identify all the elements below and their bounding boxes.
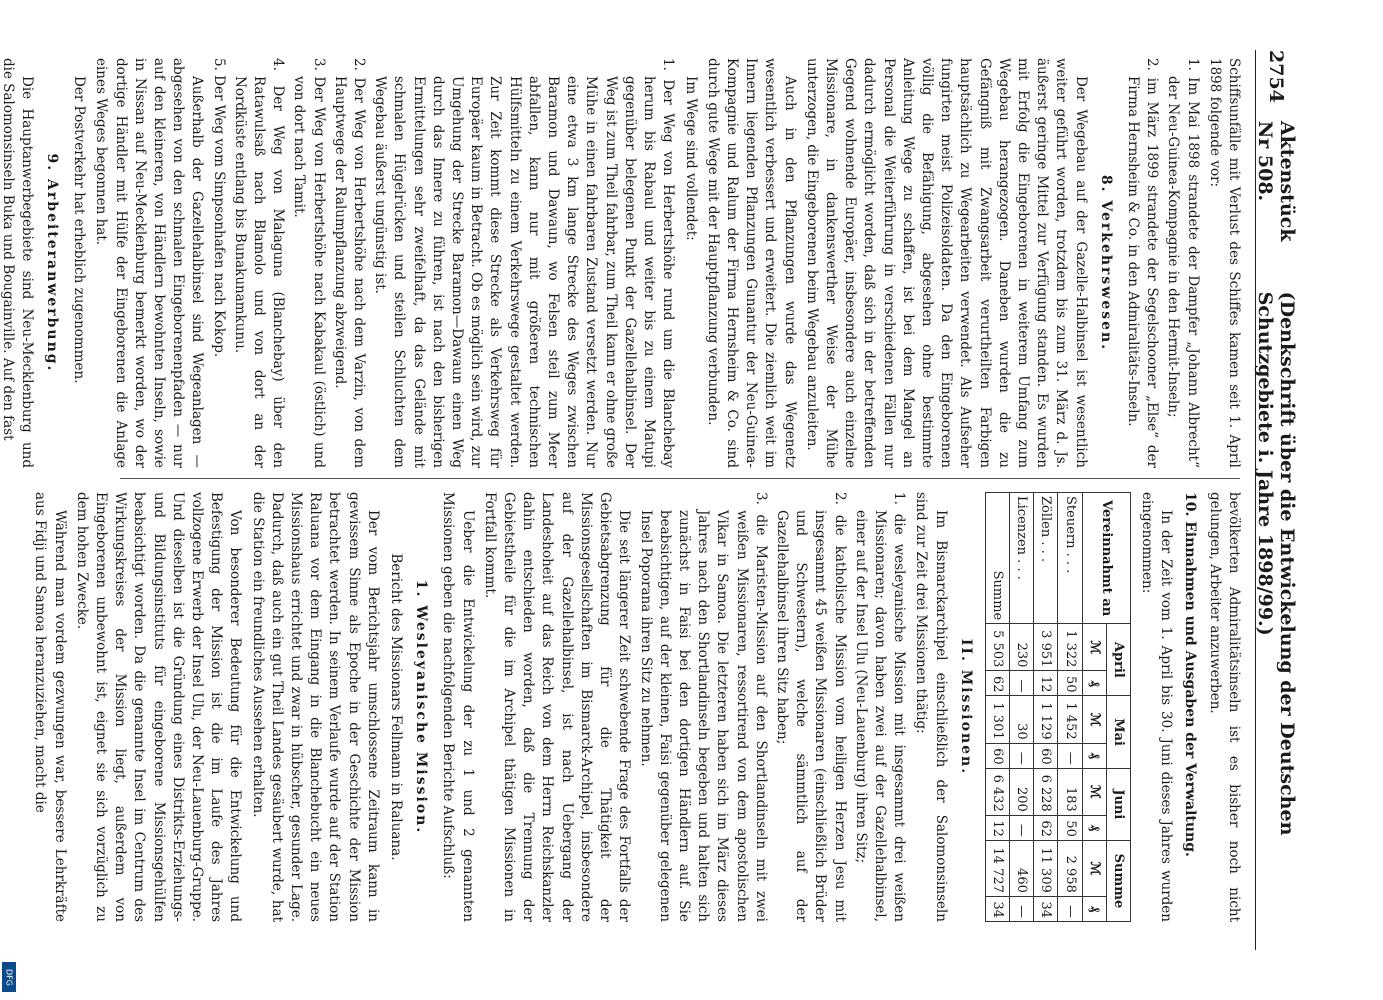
- paragraph: Der Postverkehr hat erheblich zugenommen.: [71, 76, 88, 384]
- paragraph: Während man vordem gezwungen war, bessere Lehrkräfte aus Fidji und Samoa heranzuziehen, macht die: [32, 492, 68, 922]
- right-column: [27, 492, 1243, 922]
- accident-item: 1. Im Mai 1898 strandete der Dampfer „Johann Albrecht“ der Neu-Guinea-Kompagnie in den Hermit-Inseln;: [1165, 58, 1201, 468]
- unit-pf: ₰: [1082, 815, 1106, 840]
- table-cell: 62: [985, 671, 1009, 696]
- column-divider: [120, 478, 1240, 479]
- table-cell: 1 129: [1034, 696, 1058, 743]
- road-item: 2. Der Weg von Herbertshöhe nach dem Varzin, von dem Hauptwege der Ralumpflanzung abzweigend.: [331, 58, 368, 468]
- revenue-table: [985, 492, 1131, 922]
- mission-item: 2. die katholische Mission vom heiligen Herzen Jesu mit insgesammt 45 weißen Missionaren (einschließlich Brüder und Schwestern), welche sämmtlich auf der Gazellehalbinsel ihren Sitz haben;: [773, 492, 848, 922]
- table-cell: —: [1009, 671, 1033, 696]
- table-header-row: [1106, 493, 1130, 922]
- table-cell: —: [1058, 743, 1082, 768]
- unit-mark: ℳ: [1082, 624, 1106, 671]
- paragraph: Die Hauptanwerbegebiete sind Neu-Mecklenburg und die Salomonsinseln Buka und Bougainville. Auf den fast: [0, 58, 35, 468]
- table-row: [1058, 493, 1082, 922]
- table-cell: 50: [1058, 671, 1082, 696]
- table-cell: 12: [1034, 671, 1058, 696]
- accidents-intro: Schiffsunfälle mit Verlust des Schiffes kamen seit 1. April 1898 folgende vor:: [1206, 58, 1242, 468]
- unit-mark: ℳ: [1082, 840, 1106, 896]
- table-cell: 60: [1034, 743, 1058, 768]
- table-cell: 2 958: [1058, 840, 1082, 896]
- table-total-row: [985, 493, 1009, 922]
- table-cell: 5 503: [985, 624, 1009, 671]
- unit-pf: ₰: [1082, 743, 1106, 768]
- row-label: Summe: [985, 493, 1009, 624]
- paragraph: Auch in den Pflanzungen wurde das Wegenetz wesentlich verbessert und erweitert. Die ziemlich weit im Innern liegenden Pflanzungen Gunantur der Neu-Guinea-Kompagnie und Ralum der Firma Hernsheim & Co. sind durch gute Wege mit der Hauptpflanzung verbunden.: [704, 58, 798, 468]
- table-cell: 1 301: [985, 696, 1009, 743]
- table-header: Vereinnahmt an: [1082, 493, 1130, 624]
- section-heading: II. Missionen.: [957, 638, 974, 776]
- table-cell: 6 432: [985, 768, 1009, 815]
- table-header: Juni: [1106, 768, 1130, 840]
- table-cell: 200: [1009, 768, 1033, 815]
- doc-subtitle: (Denkschrift über die Entwickelung der Deutschen Schutzgebiete i. Jahre 1898/99.): [1254, 291, 1298, 836]
- table-cell: 12: [985, 815, 1009, 840]
- row-label: Zöllen . . .: [1034, 493, 1058, 624]
- paragraph: Der Wegebau auf der Gazelle-Halbinsel ist wesentlich weiter geführt worden, trotzdem bis zum 31. März d. Js. äußerst geringe Mittel zur Verfügung standen. Es wurden mit Erfolg die Eingeborenen in weiterem Umfang zum Wegebau herangezogen. Daneben wurden die zu Gefängniß mit Zwangsarbeit verurtheilten Farbigen hauptsächlich zu Wegearbeiten verwendet. Als Aufseher fungirten meist Polizeisoldaten. Da den Eingeborenen völlig die Befähigung, abgesehen ohne bestimmte Anleitung Wege zu schaffen, ist bei dem Mangel an Personal die Weiterführung in verschiedenen Fällen nur dadurch ermöglicht worden, daß sich in der betreffenden Gegend wohnende Europäer, insbesondere auch einzelne Missionare, in dankenswerther Weise der Mühe unterzogen, die Eingeborenen beim Wegebau anzuleiten.: [803, 58, 1089, 468]
- table-cell: 11 309: [1034, 840, 1058, 896]
- paragraph: bevölkerten Admiralitätsinseln ist es bisher noch nicht gelungen, Arbeiter anzuwerben.: [1206, 492, 1242, 922]
- table-cell: 30: [1009, 696, 1033, 743]
- table-header: Summe: [1106, 840, 1130, 921]
- page-header: [1255, 50, 1296, 950]
- table-cell: 183: [1058, 768, 1082, 815]
- table-cell: 60: [985, 743, 1009, 768]
- left-column: [0, 58, 1243, 468]
- table-cell: 34: [1034, 896, 1058, 921]
- paragraph: Der vom Berichtsjahr umschlossene Zeitraum kann in gewissem Sinne als Epoche in der Geschichte der Mission betrachtet werden. In seinem Verlaufe wurde auf der Station Raluana vor dem Eingang in die Blanchebucht ein neues Missionshaus errichtet und zwar in hübscher, gesunder Lage. Dadurch, daß auch ein gut Theil Landes gesäubert wurde, hat die Station ein freundliches Aussehen erhalten.: [249, 492, 381, 922]
- table-cell: 230: [1009, 624, 1033, 671]
- section-heading: 8. Verkehrswesen.: [1097, 174, 1114, 352]
- doc-title: Aktenstück Nr 508.: [1254, 120, 1298, 242]
- accident-item: 2. im März 1899 strandete der Segelschooner „Else“ der Firma Hernsheim & Co. in den Admiralitäts-Inseln.: [1124, 58, 1161, 468]
- table-cell: 62: [1034, 815, 1058, 840]
- paragraph: Die seit längerer Zeit schwebende Frage des Fortfalls der Gebietsabgrenzung für die Thätigkeit der Missionsgesellschaften im Bismarck-Archipel, insbesondere auf der Gazellehalbinsel, ist nach Uebergang der Landeshoheit auf das Reich von dem Herrn Reichskanzler dahin entschieden worden, daß die Trennung der Gebietstheile für die im Archipel thätigen Missionen in Fortfall kommt.: [481, 492, 633, 922]
- table-cell: —: [1009, 815, 1033, 840]
- table-cell: 50: [1058, 815, 1082, 840]
- road-item: 3. Der Weg von Herbertshöhe nach Kabakaul (östlich) und von dort nach Tamit.: [291, 58, 327, 468]
- table-cell: 34: [985, 896, 1009, 921]
- table-row: [1034, 493, 1058, 922]
- table-cell: 460: [1009, 840, 1033, 896]
- paragraph: Im Wege sind vollendet:: [682, 76, 699, 241]
- paragraph: Außerhalb der Gazellehalbinsel sind Wegeanlagen — abgesehen von den schmalen Eingeborenenpfaden — nur auf den kleineren, von Händlern bewohnten Inseln, sowie in Nissan auf Neu-Mecklenburg bemerkt worden, wo der dortige Händler mit Hülfe der Eingeborenen die Anlage eines Weges begonnen hat.: [93, 58, 206, 468]
- paragraph: Von besonderer Bedeutung für die Entwickelung und Befestigung der Mission ist die im Laufe des Jahres vollzogene Erwerb der Insel Ulu, der Neu-Lauenburg-Gruppe. Und dieselben ist die Gründung eines Distrikts-Erziehungs- und Bildungsinstituts für eingeborene Missionsgehülfen beabsichtigt worden. Da die genannte Insel im Centrum des Wirkungskreises der Mission liegt, außerdem von Eingeborenen unbewohnt ist, eignet sie sich vorzüglich zu dem hohen Zwecke.: [73, 492, 244, 922]
- table-cell: 1 322: [1058, 624, 1082, 671]
- dfg-logo: DFG: [2, 962, 16, 992]
- table-header: Mai: [1106, 696, 1130, 768]
- road-item: 5. Der Weg vom Simpsonhafen nach Kokop.: [210, 58, 227, 358]
- paragraph: In der Zeit vom 1. April bis 30. Juni dieses Jahres wurden eingenommen:: [1139, 492, 1175, 922]
- paragraph: Ueber die Entwickelung der zu 1 und 2 genannten Missionen geben die nachfolgenden Berichte Aufschluß:: [440, 492, 476, 922]
- table-cell: 6 228: [1034, 768, 1058, 815]
- table-header: April: [1106, 624, 1130, 696]
- mission-item: 1. die wesleyanische Mission mit insgesammt drei weißen Missionaren; davon haben zwei auf der Gazellehalbinsel, einer auf der Insel Ulu (Neu-Lauenburg) ihren Sitz;: [852, 492, 908, 922]
- table-cell: —: [1009, 896, 1033, 921]
- row-label: Licenzen . . .: [1009, 493, 1033, 624]
- section-heading: 9. Arbeiteranwerbung.: [44, 153, 61, 373]
- table-cell: 14 727: [985, 840, 1009, 896]
- section-heading: 10. Einnahmen und Ausgaben der Verwaltung.: [1181, 492, 1198, 857]
- unit-pf: ₰: [1082, 896, 1106, 921]
- table-row: [1009, 493, 1033, 922]
- road-item: 1. Der Weg von Herbertshöhe rund um die Blanchebay herum bis Rabaul und weiter bis zu einem Matupi gegenüber belegenen Punkt der Gazellehalbinsel. Der Weg ist zum Theil fahrbar, zum Theil kann er ohne große Mühe in einen fahrbaren Zustand versetzt werden. Nur eine etwa 3 km lange Strecke des Weges zwischen Baramon und Dawaun, wo Felsen steil zum Meer abfallen, kann nur mit größeren technischen Hülfsmitteln zu einem Verkehrswege gestaltet werden. Zur Zeit kommt diese Strecke als Verkehrsweg für Europäer kaum in Betracht. Ob es möglich sein wird, zur Umgehung der Strecke Baramon—Dawaun einen Weg durch das Innere zu führen, ist nach den bisherigen Ermittelungen sehr zweifelhaft, da das Gelände mit schmalen Hügelrücken und steilen Schluchten dem Wegebau äußerst ungünstig ist.: [372, 58, 677, 468]
- unit-mark: ℳ: [1082, 768, 1106, 815]
- row-label: Steuern . . .: [1058, 493, 1082, 624]
- table-cell: —: [1009, 743, 1033, 768]
- report-title: Bericht des Missionars Fellmann in Raluana.: [388, 553, 405, 861]
- unit-pf: ₰: [1082, 671, 1106, 696]
- mission-item: 3. die Maristen-Mission auf den Shortlandinseln mit zwei weißen Missionaren, ressortirend von dem apostolischen Vikar in Samoa. Die letzteren haben sich im März dieses Jahres nach den Shortlandinseln begeben und halten sich zunächst in Faisi bei den dortigen Händlern auf. Sie beabsichtigen, auf der kleinen, Faisi gegenüber gelegenen Insel Poporana ihren Sitz zu nehmen.: [637, 492, 769, 922]
- subsection-heading: 1. Wesleyanische Mission.: [413, 579, 430, 835]
- table-cell: 1 452: [1058, 696, 1082, 743]
- unit-mark: ℳ: [1082, 696, 1106, 743]
- road-item: 4. Der Weg von Malaguna (Blanchebay) über den Ratawulsaß nach Blamolo und von dort an der Nordküste entlang bis Bunakunamkunu.: [231, 58, 287, 468]
- table-cell: 3 951: [1034, 624, 1058, 671]
- page-number: 2754: [1265, 50, 1287, 103]
- table-cell: —: [1058, 896, 1082, 921]
- paragraph: Im Bismarckarchipel einschließlich der Salomonsinseln sind zur Zeit drei Missionen thätig:: [913, 492, 949, 922]
